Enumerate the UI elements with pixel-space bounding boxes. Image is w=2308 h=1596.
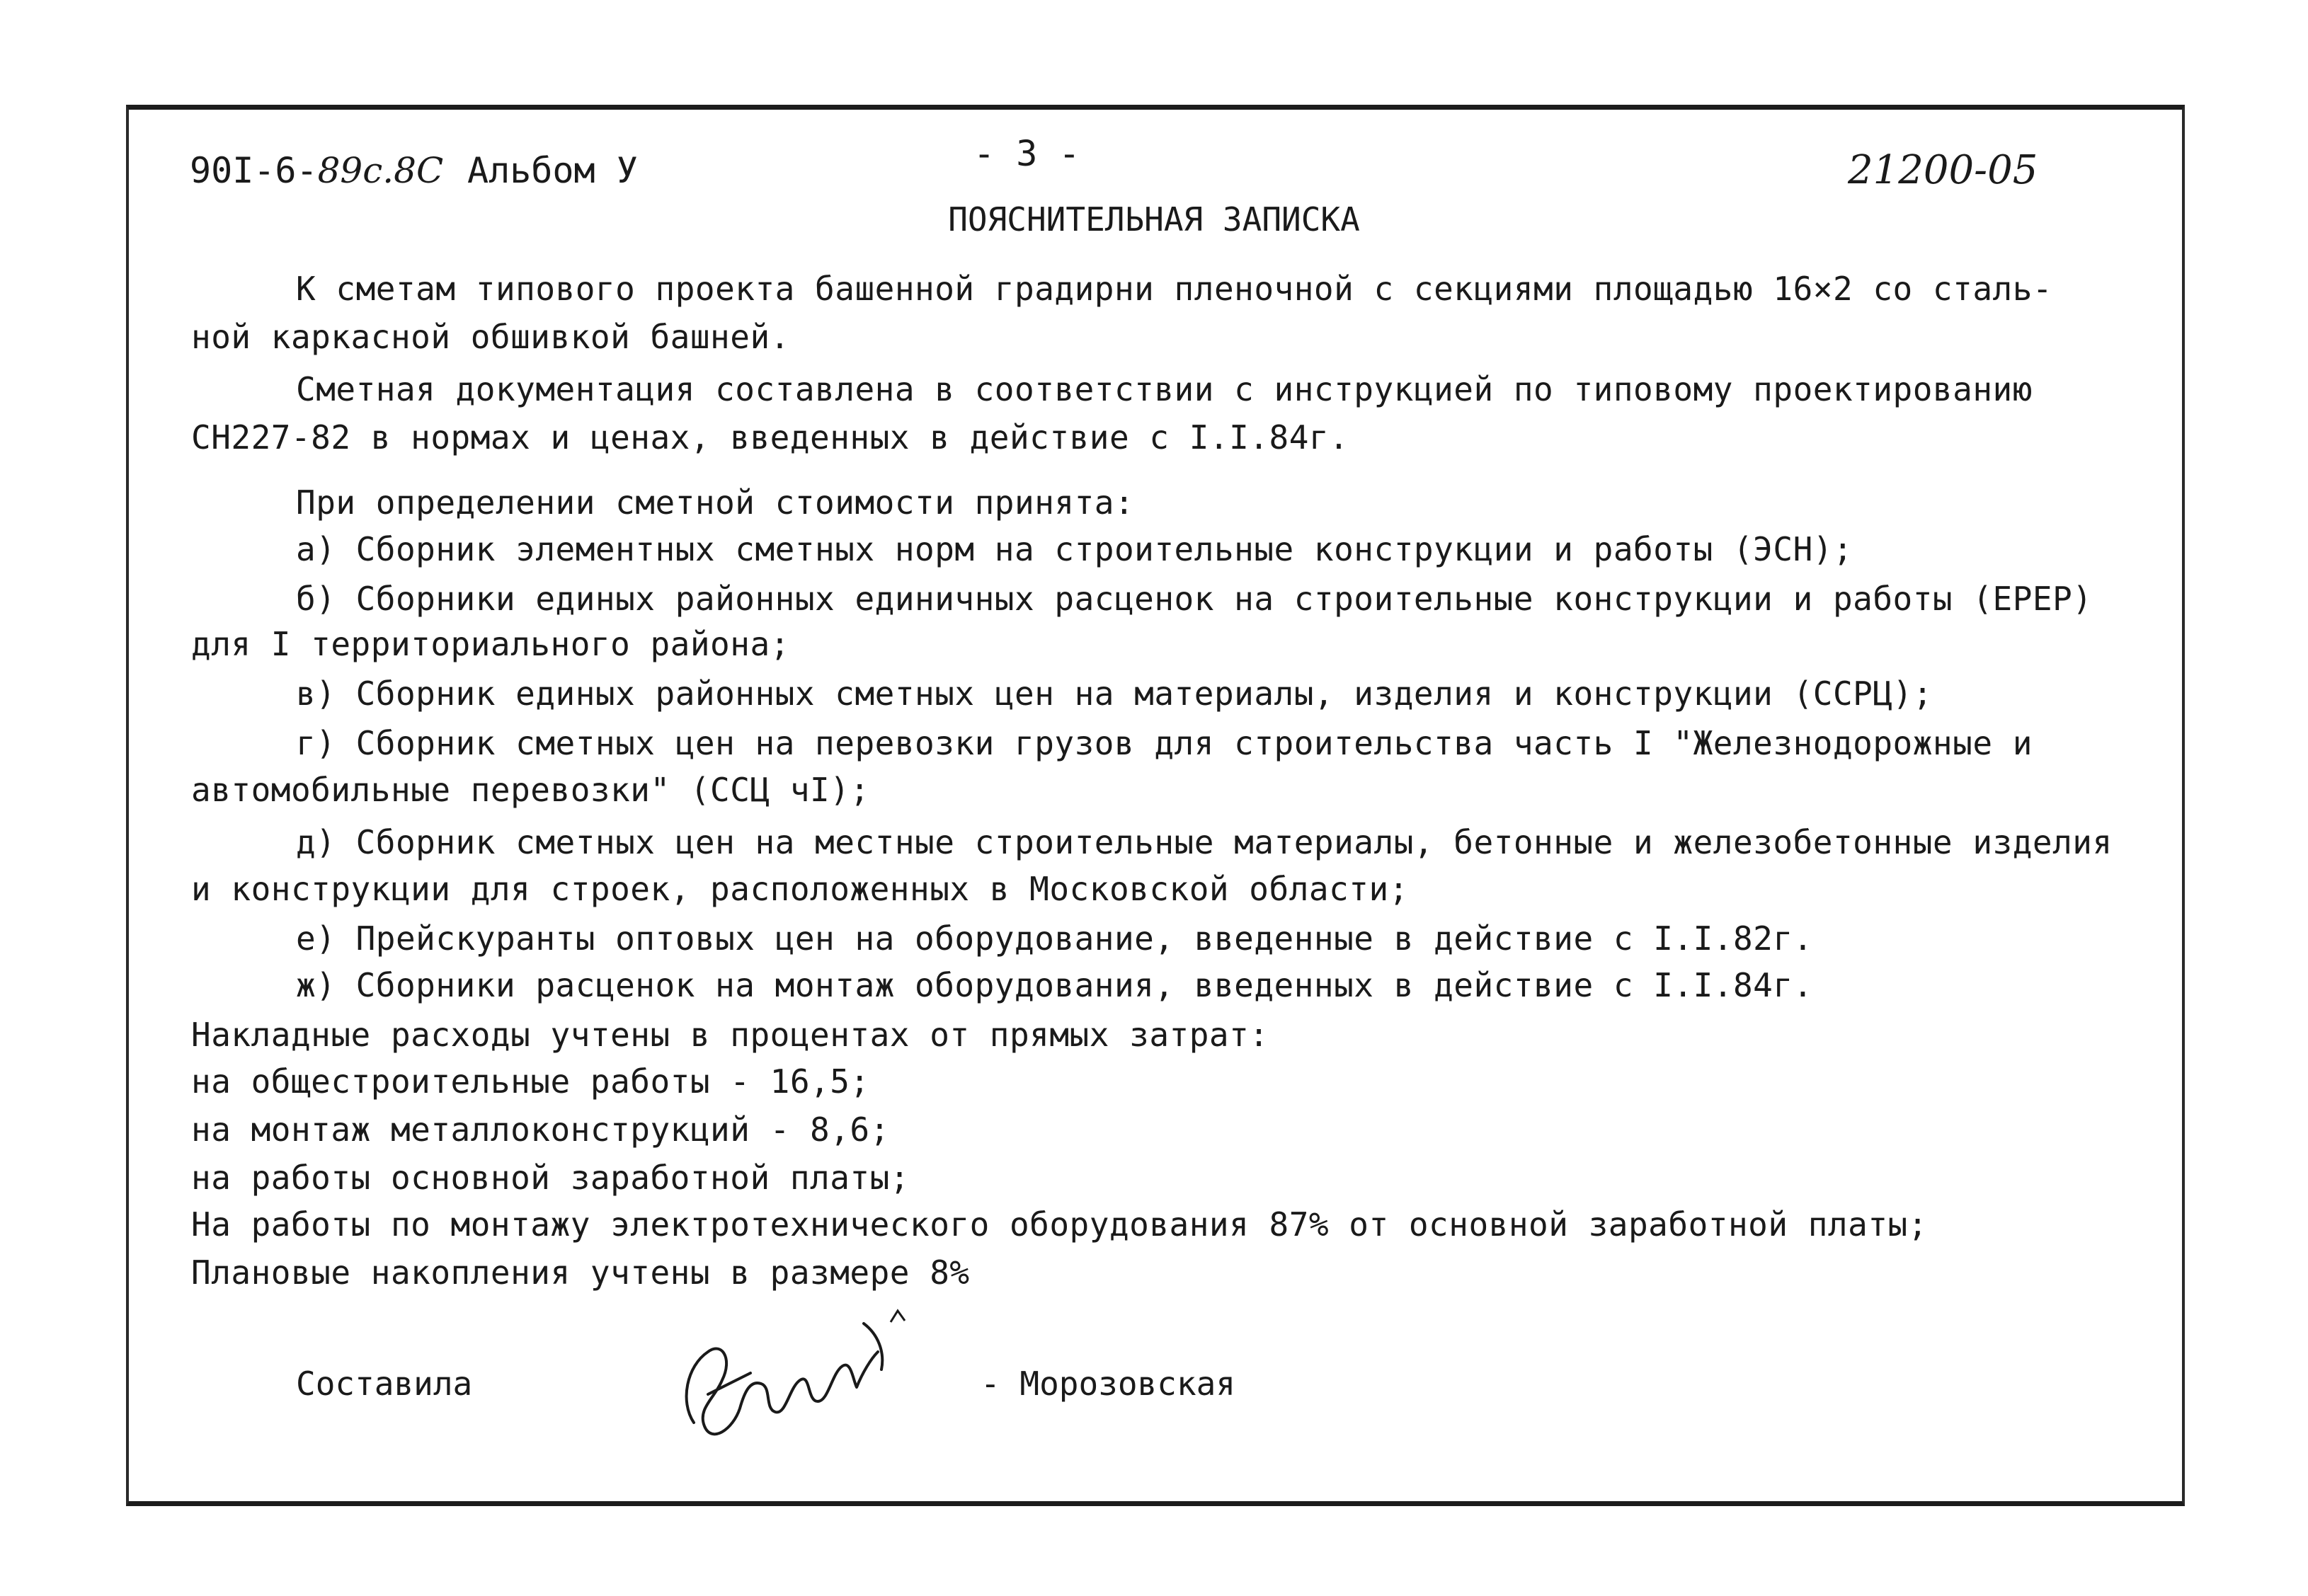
- text-line: а) Сборник элементных сметных норм на строительные конструкции и работы (ЭСН);: [296, 530, 1853, 568]
- album-label: Альбом У: [467, 150, 638, 191]
- text-line: для I территориального района;: [191, 625, 790, 663]
- text-line: При определении сметной стоимости принята:: [296, 483, 1135, 522]
- text-line: на общестроительные работы - 16,5;: [191, 1062, 870, 1101]
- handwritten-signature: [665, 1302, 920, 1465]
- text-line: Плановые накопления учтены в размере 8%: [191, 1253, 970, 1292]
- text-line: д) Сборник сметных цен на местные строительные материалы, бетонные и железобетонные изделия: [296, 823, 2113, 861]
- text-line: г) Сборник сметных цен на перевозки грузов для строительства часть I "Железнодорожные и: [296, 724, 2033, 762]
- document-code: [190, 150, 443, 191]
- signatory-name: - Морозовская: [981, 1365, 1236, 1403]
- document-code-prefix: 90I-6-: [190, 150, 318, 191]
- page-title: ПОЯСНИТЕЛЬНАЯ ЗАПИСКА: [948, 200, 1360, 239]
- document-code-handwritten: 89с.8С: [317, 150, 444, 191]
- text-line: б) Сборники единых районных единичных расценок на строительные конструкции и работы (ЕРЕР): [296, 580, 2093, 618]
- page-number: - 3 -: [973, 133, 1080, 174]
- text-line: автомобильные перевозки" (ССЦ чI);: [191, 771, 870, 809]
- sheet-code: 21200-05: [1848, 147, 2038, 193]
- text-line: на монтаж металлоконструкций - 8,6;: [191, 1110, 890, 1149]
- text-line: К сметам типового проекта башенной градирни пленочной с секциями площадью 16×2 со сталь-: [296, 270, 2053, 308]
- text-line: в) Сборник единых районных сметных цен на материалы, изделия и конструкции (ССРЦ);: [296, 674, 1933, 713]
- signature-label: Составила: [296, 1365, 473, 1403]
- text-line: СН227-82 в нормах и ценах, введенных в действие с I.I.84г.: [191, 418, 1349, 457]
- text-line: Накладные расходы учтены в процентах от прямых затрат:: [191, 1016, 1269, 1054]
- text-line: ной каркасной обшивкой башней.: [191, 318, 790, 356]
- text-line: и конструкции для строек, расположенных в Московской области;: [191, 870, 1409, 908]
- text-line: Сметная документация составлена в соответствии с инструкцией по типовому проектированию: [296, 370, 2033, 408]
- text-line: на работы основной заработной платы;: [191, 1159, 910, 1197]
- text-line: На работы по монтажу электротехнического оборудования 87% от основной заработной платы;: [191, 1205, 1928, 1244]
- text-line: е) Прейскуранты оптовых цен на оборудование, введенные в действие с I.I.82г.: [296, 919, 1813, 958]
- text-line: ж) Сборники расценок на монтаж оборудования, введенных в действие с I.I.84г.: [296, 966, 1813, 1004]
